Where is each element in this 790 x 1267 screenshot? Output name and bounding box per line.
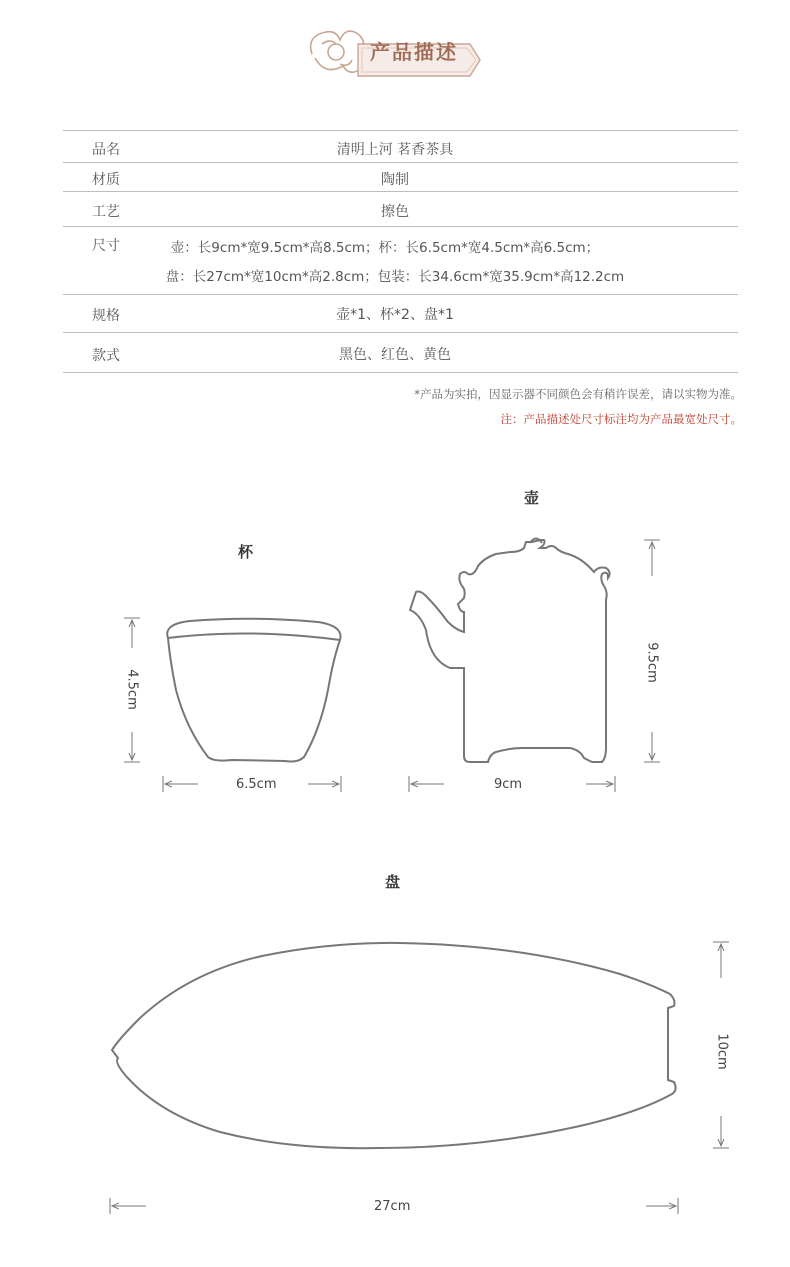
spec-label-size: 尺寸: [92, 238, 120, 254]
spec-value-spec: 壶*1、杯*2、盘*1: [336, 307, 454, 323]
tray-width-label: 27cm: [374, 1199, 411, 1214]
pot-title: 壶: [524, 489, 540, 507]
spec-label-craft: 工艺: [92, 204, 120, 220]
size-note: 注：产品描述处尺寸标注均为产品最宽处尺寸。: [500, 412, 742, 426]
spec-value-craft: 擦色: [381, 204, 409, 220]
cup-outline: [167, 619, 340, 762]
tray-height-label: 10cm: [714, 1033, 730, 1070]
spec-value-name: 清明上河 茗香茶具: [336, 142, 454, 158]
page-title: 产品描述: [370, 40, 458, 64]
tray-outline: [112, 943, 676, 1148]
spec-value-size-line2: 盘：长27cm*宽10cm*高2.8cm；包装：长34.6cm*宽35.9cm*高12.2cm: [165, 269, 625, 285]
pot-height-label: 9.5cm: [644, 642, 660, 683]
spec-value-style: 黑色、红色、黄色: [339, 347, 451, 363]
cup-width-label: 6.5cm: [236, 777, 277, 792]
spec-label-spec: 规格: [92, 308, 120, 324]
teapot-outline: [410, 539, 610, 763]
cup-title: 杯: [238, 543, 254, 561]
cup-height-label: 4.5cm: [124, 669, 140, 710]
spec-label-style: 款式: [92, 348, 120, 364]
spec-value-size-line1: 壶：长9cm*宽9.5cm*高8.5cm；杯：长6.5cm*宽4.5cm*高6.5cm；: [170, 240, 600, 256]
spec-label-material: 材质: [92, 172, 120, 188]
spec-label-name: 品名: [92, 142, 120, 158]
disclaimer-note: *产品为实拍，因显示器不同颜色会有稍许误差，请以实物为准。: [414, 387, 742, 401]
cup-dimension-lines: [124, 618, 341, 792]
pot-width-label: 9cm: [494, 777, 523, 792]
tray-title: 盘: [385, 873, 401, 891]
tray-dimension-lines: [110, 942, 729, 1214]
spec-value-material: 陶制: [381, 172, 409, 188]
